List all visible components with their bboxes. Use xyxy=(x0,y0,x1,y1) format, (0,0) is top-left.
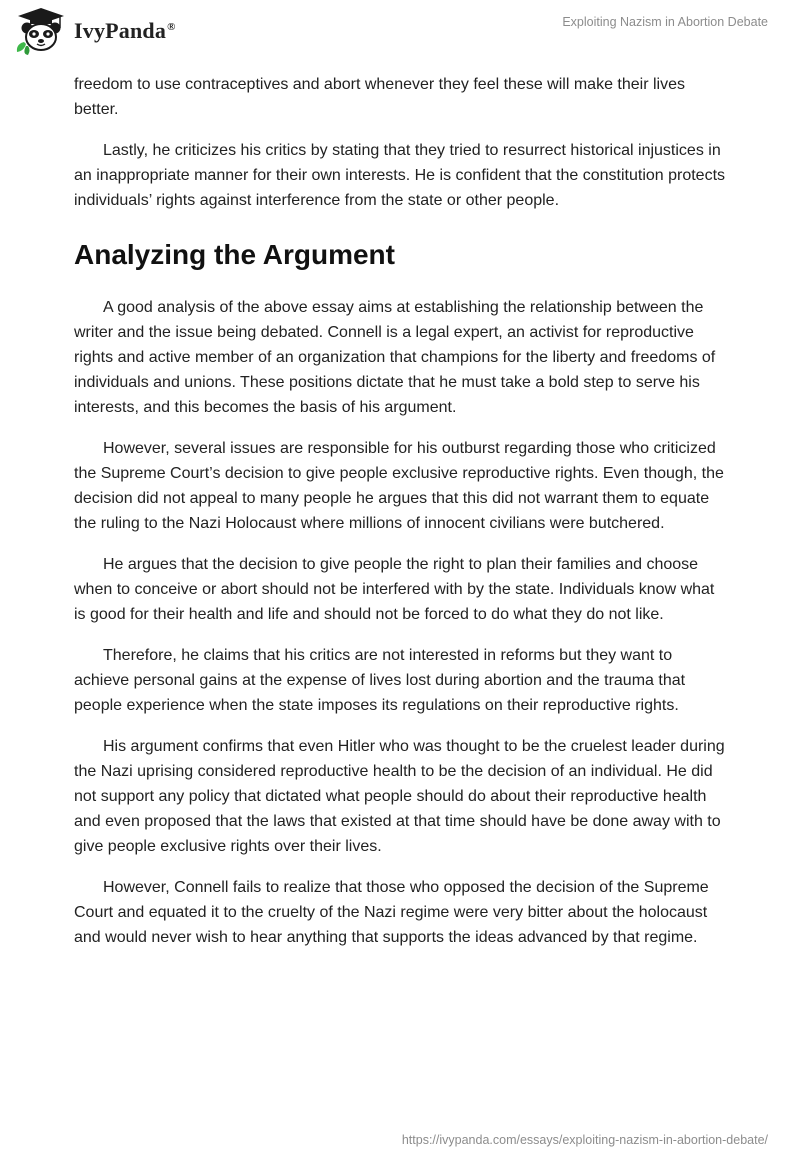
document-title: Exploiting Nazism in Abortion Debate xyxy=(562,15,768,29)
paragraph: However, Connell fails to realize that those who opposed the decision of the Supreme Court and equated it to the cruelty of the Nazi regime were very bitter about the holocaust and would never wish to hear anything that supports the ideas advanced by that regime. xyxy=(74,879,709,946)
paragraph: Therefore, he claims that his critics are not interested in reforms but they want to achieve personal gains at the expense of lives lost during abortion and the trauma that people experience when the state imposes its regulations on their reproductive rights. xyxy=(74,647,686,714)
registered-mark: ® xyxy=(167,20,176,33)
panda-graduate-icon xyxy=(14,6,68,56)
source-url[interactable]: https://ivypanda.com/essays/exploiting-nazism-in-abortion-debate/ xyxy=(401,1133,768,1147)
section-heading: Analyzing the Argument xyxy=(74,239,395,270)
paragraph: Lastly, he criticizes his critics by stating that they tried to resurrect historical injustices in an inappropriate manner for their own interests. He is confident that the constitution protects individuals’ rights against interference from the state or other people. xyxy=(74,142,726,209)
page-header xyxy=(0,0,800,70)
essay-body xyxy=(74,70,728,966)
paragraph: His argument confirms that even Hitler who was thought to be the cruelest leader during the Nazi uprising considered reproductive health to be the decision of an individual. He did not support any policy that dictated what people should do about their reproductive health and even proposed that the laws that existed at that time should have be done away with to give people exclusive rights over their lives. xyxy=(74,738,725,855)
logo-text: IvyPanda® xyxy=(74,18,176,43)
paragraph: However, several issues are responsible for his outburst regarding those who criticized the Supreme Court’s decision to give people exclusive reproductive rights. Even though, the decision did not appeal to many people he argues that this did not warrant them to equate the ruling to the Nazi Holocaust where millions of innocent civilians were butchered. xyxy=(74,440,724,532)
paragraph-continuation: freedom to use contraceptives and abort whenever they feel these will make their lives better. xyxy=(74,76,685,118)
ivypanda-logo[interactable] xyxy=(14,6,176,56)
paragraph: He argues that the decision to give people the right to plan their families and choose when to conceive or abort should not be interfered with by the state. Individuals know what is good for their health and life and should not be forced to do what they do not like. xyxy=(74,556,715,623)
paragraph: A good analysis of the above essay aims at establishing the relationship between the writer and the issue being debated. Connell is a legal expert, an activist for reproductive rights and active member of an organization that champions for the liberty and freedoms of individuals and unions. These positions dictate that he must take a bold step to serve his interests, and this becomes the basis of his argument. xyxy=(74,299,716,416)
